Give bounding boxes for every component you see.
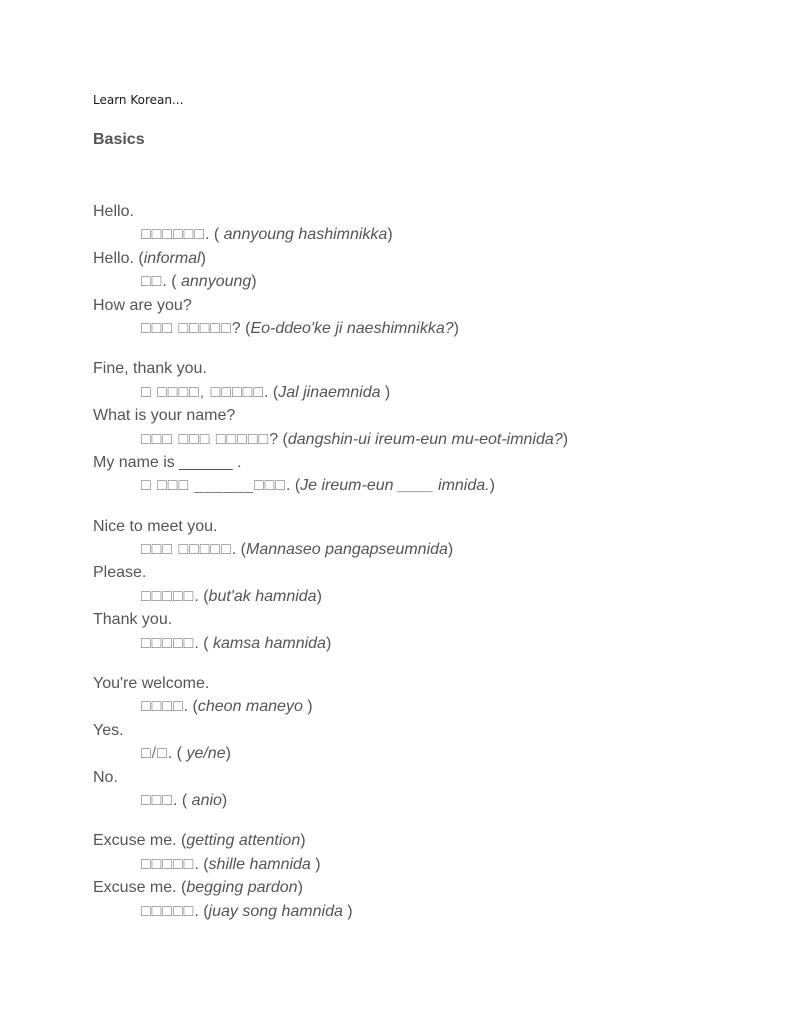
romanization-open: ? ( [269,430,288,448]
romanization-close: ) [225,745,231,763]
korean-text: □ □□□□, □□□□□ [141,383,264,401]
romanization-open: . ( [194,634,213,652]
english-phrase [93,404,773,427]
romanization: cheon maneyo [197,698,303,716]
korean-text: □□□ □□□□□ [141,319,232,337]
english-text: Yes. [93,721,124,739]
english-note: begging pardon [186,879,298,897]
phrase-group [93,200,773,340]
korean-text: □□ [141,273,163,291]
romanization-open: . ( [194,902,209,920]
romanization-open: . ( [183,698,198,716]
korean-translation [93,538,773,561]
romanization-close: ) [380,383,391,401]
english-note-close: ) [297,879,303,897]
romanization: but'ak hamnida [208,587,317,605]
korean-text: □□□ □□□ □□□□□ [141,430,270,448]
english-phrase [93,719,773,742]
korean-translation [93,585,773,608]
korean-text: □□□□ [141,698,184,716]
english-phrase [93,247,773,270]
romanization: anio [191,791,222,809]
romanization-open: . ( [285,477,301,495]
korean-translation [93,853,773,876]
english-phrase [93,357,773,380]
phrase-group [93,515,773,655]
romanization: ye/ne [186,745,226,763]
english-text: Hello. ( [93,249,144,267]
korean-translation [93,695,773,718]
romanization-open: . ( [162,273,181,291]
english-text: My name is ______ . [93,453,242,471]
english-phrase [93,766,773,789]
korean-translation [93,381,773,404]
phrase-list [93,200,773,923]
document-title: Learn Korean... [93,93,184,107]
english-text: Thank you. [93,611,173,629]
english-phrase [93,515,773,538]
romanization-close: ) [447,541,454,559]
english-note: getting attention [186,832,301,850]
romanization: shille hamnida [208,855,311,873]
romanization-close: ) [489,477,495,495]
english-text: Excuse me. ( [93,879,187,897]
english-phrase [93,876,773,899]
korean-translation [93,474,773,497]
korean-translation [93,223,773,246]
phrase-group [93,672,773,812]
korean-text: □□□□□□ [141,226,205,244]
romanization-open: ? ( [231,319,251,337]
romanization: Je ireum-eun ____ imnida. [300,477,490,495]
romanization-open: . ( [173,791,192,809]
romanization-close: ) [325,634,332,652]
english-note: informal [143,249,201,267]
romanization-close: ) [310,855,321,873]
korean-text: □□□□□ [141,855,195,873]
romanization-open: . ( [194,855,209,873]
english-text: How are you? [93,296,192,314]
korean-text: □/□ [141,745,168,763]
romanization: dangshin-ui ireum-eun mu-eot-imnida? [287,430,563,448]
romanization: annyoung [181,273,252,291]
romanization-close: ) [221,791,228,809]
korean-translation [93,632,773,655]
korean-translation [93,270,773,293]
korean-translation [93,789,773,812]
korean-translation [93,742,773,765]
korean-text: □□□ □□□□□ [141,541,232,559]
romanization-open: . ( [194,587,209,605]
english-text: You're welcome. [93,675,210,693]
english-text: Fine, thank you. [93,360,207,378]
romanization-open: . ( [167,745,187,763]
korean-text: □□□□□ [141,902,195,920]
korean-text: □□□ [141,791,173,809]
english-text: Please. [93,564,147,582]
english-note-close: ) [200,249,206,267]
english-phrase [93,451,773,474]
english-phrase [93,829,773,852]
romanization-close: ) [562,430,569,448]
korean-translation [93,900,773,923]
romanization: Jal jinaemnida [278,383,381,401]
romanization-open: . ( [204,226,224,244]
english-text: Nice to meet you. [93,517,218,535]
phrase-group [93,829,773,923]
korean-text: □ □□□ ______□□□ [141,477,286,495]
romanization-close: ) [251,273,257,291]
romanization-open: . ( [231,541,246,559]
section-heading: Basics [93,131,145,148]
romanization: juay song hamnida [208,902,343,920]
korean-text: □□□□□ [141,634,195,652]
english-phrase [93,608,773,631]
english-text: Excuse me. ( [93,832,187,850]
romanization-open: . ( [263,383,279,401]
english-text: What is your name? [93,407,236,425]
romanization-close: ) [316,587,322,605]
english-phrase [93,294,773,317]
english-text: Hello. [93,203,134,220]
romanization: kamsa hamnida [213,634,326,652]
korean-translation [93,317,773,340]
english-text: No. [93,768,118,786]
english-note-close: ) [300,832,306,850]
phrase-group [93,357,773,497]
romanization-close: ) [342,902,353,920]
korean-translation [93,428,773,451]
romanization-close: ) [453,319,459,337]
romanization: Mannaseo pangapseumnida [245,541,448,559]
english-phrase [93,561,773,584]
romanization-close: ) [302,698,313,716]
korean-text: □□□□□ [141,587,195,605]
romanization: Eo-ddeo'ke ji naeshimnikka? [250,319,454,337]
english-phrase [93,672,773,695]
english-phrase [93,200,773,223]
romanization: annyoung hashimnikka [223,226,388,244]
romanization-close: ) [387,226,393,244]
